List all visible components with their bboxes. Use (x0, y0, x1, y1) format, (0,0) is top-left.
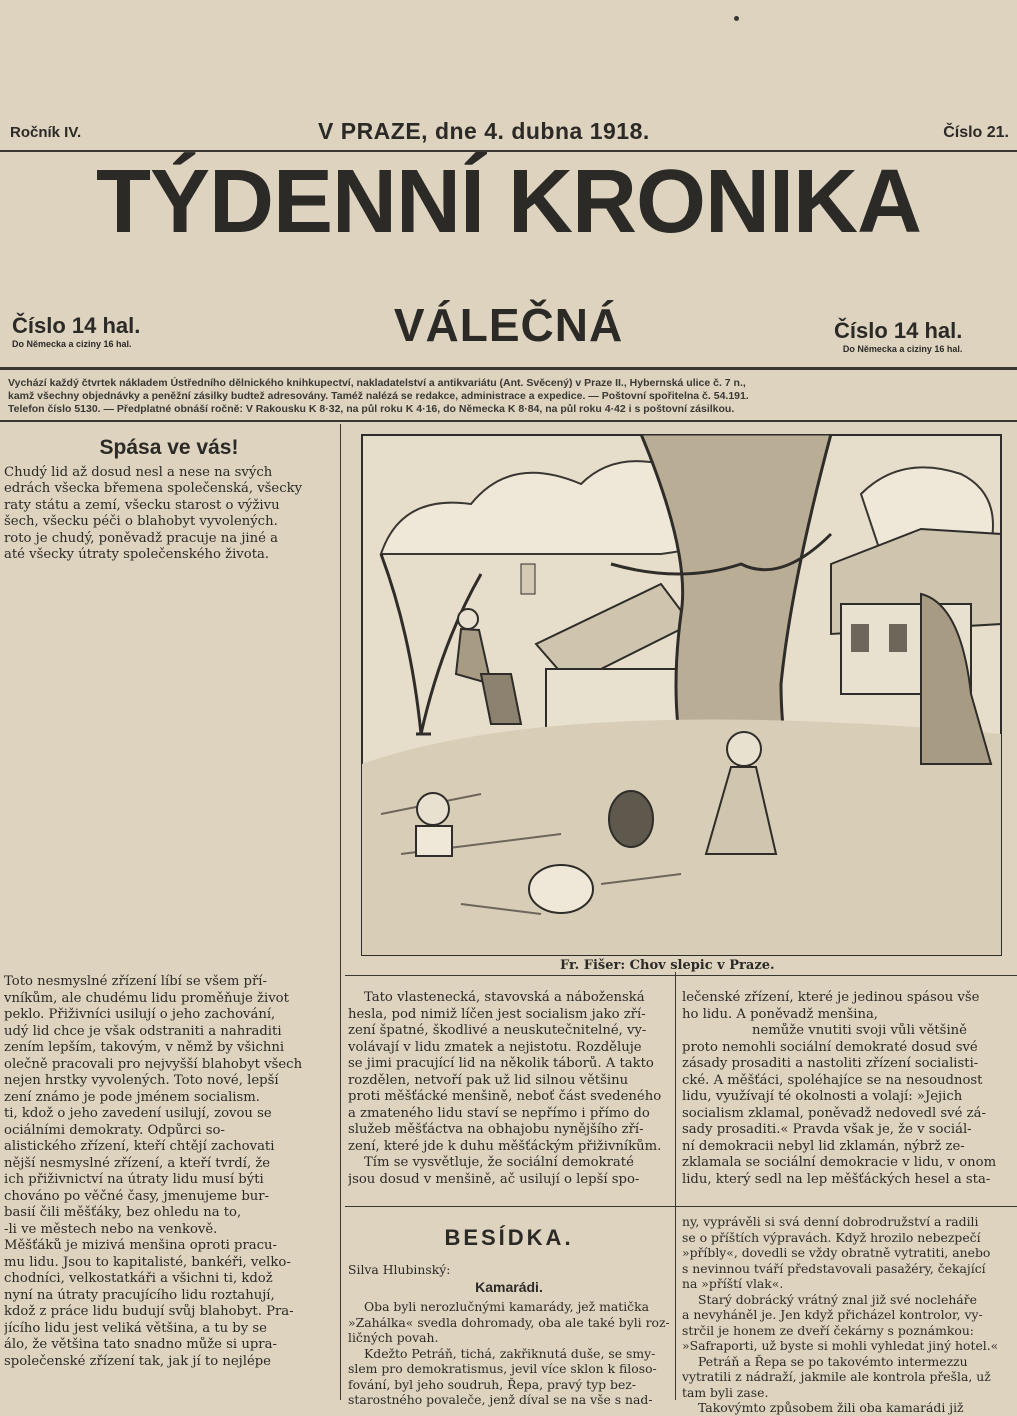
text-line: mu lidu. Jsou to kapitalisté, bankéři, velko- (4, 1254, 291, 1270)
text-line: Tím se vysvětluje, že sociální demokraté (364, 1155, 634, 1170)
article-middle (348, 990, 670, 1188)
ink-speck (734, 16, 739, 21)
text-line: volávají v lidu zmatek a nejistotu. Rozděluje (348, 1039, 642, 1055)
text-line: proto nemohli sociální demokraté dosud své (682, 1039, 978, 1055)
text-line: peklo. Přiživníci usilují o jeho zachování, (4, 1007, 276, 1022)
text-line: Měšťáků je mizivá menšina oproti pracu- (4, 1238, 278, 1253)
price-right (834, 318, 962, 354)
text-line: nejen hrstky vyvolených. Toto nové, lepší (4, 1073, 279, 1088)
text-line: s nevinnou tváří představovali pasažéry, čekající (682, 1260, 986, 1276)
text-line: »Safraporti, už byste si mohli vyhledat jiný hotel.« (682, 1338, 999, 1353)
text-line: nyní na útraty pracujícího lidu roztahují, (4, 1287, 275, 1303)
text-line: »Zahálka« svedla dohromady, oba ale také byli roz- (348, 1314, 670, 1330)
date-line: V PRAZE, dne 4. dubna 1918. (318, 118, 650, 144)
text-line: rozdělen, netvoří pak už lid silnou většinu (348, 1072, 629, 1088)
text-line: socialism zklamal, poněvadž nedovedl své zá- (682, 1105, 986, 1121)
text-line: ní demokracii nebyl lid zklamán, nýbrž ze- (682, 1138, 965, 1154)
masthead-subtitle: VÁLEČNÁ (393, 299, 624, 351)
text-line: roto je chudý, poněvadž pracuje na jiné a (4, 530, 279, 546)
illustration (361, 434, 1002, 956)
masthead-title: TÝDENNÍ KRONIKA (95, 152, 921, 252)
text-line: nější nesmyslné zřízení, a kteří tvrdí, že (4, 1155, 271, 1171)
article-right (682, 990, 1017, 1188)
text-line: nemůže vnutiti svoji vůli většině (752, 1023, 967, 1038)
text-line: tam byli zase. (682, 1384, 769, 1400)
header-line (0, 118, 1017, 150)
text-line: Starý dobrácký vrátný znal již své nocleháře (698, 1291, 977, 1307)
text-line: zením lepším, takovým, v němž by všichni (4, 1040, 285, 1055)
article-left-body (4, 974, 334, 1370)
text-line: até všecky útraty společenského života. (4, 547, 270, 562)
text-line: Tato vlastenecká, stavovská a náboženská (364, 990, 645, 1005)
text-line: jícího lidu jest veliká většina, a tu by se (4, 1320, 267, 1336)
info-line: Vychází každý čtvrtek nákladem Ústředního dělnického knihkupectví, nakladatelství a antikvariátu (Ant. Svěcený) v Praze II., Hybernská ulice č. 7 n., (8, 377, 746, 389)
text-line: se jimi pracující lid na několik táborů. A takto (348, 1056, 654, 1071)
text-line: ociálními demokraty. Odpůrci so- (4, 1122, 225, 1138)
text-line: služeb měšťáctva na obhajobu nynějšího zří- (348, 1122, 644, 1137)
text-line: jsou dosud v menšině, ač usilují o lepší spo- (348, 1171, 640, 1187)
text-line: udý lid chce je však odstraniti a nahraditi (4, 1023, 282, 1039)
text-line: alistického zřízení, kteří chtějí zachovati (4, 1139, 275, 1154)
text-line: proti měšťácké menšině, neboť část svedeného (348, 1089, 662, 1104)
text-line: edrách všecka břemena společenská, všecky (4, 481, 303, 496)
price-right-note: Do Německa a ciziny 16 hal. (842, 344, 963, 354)
besidka-right-column (682, 1214, 1017, 1416)
info-line: Telefon číslo 5130. — Předplatné obnáší ročně: V Rakousku K 8·32, na půl roku K 4·16, do Německa K 8·84, na půl roku 4·42 i s poštovní zásilkou. (8, 403, 735, 415)
text-line: ny, vyprávěli si svá denní dobrodružství a radili (682, 1214, 979, 1229)
text-line: a nevyháněl je. Jen když přicházel kontrolor, vy- (682, 1307, 983, 1322)
text-line: cké. A měšťáci, spoléhajíce se na nesoudnost (682, 1072, 983, 1088)
text-line: na »příští vlak«. (682, 1276, 784, 1291)
volume-label: Ročník IV. (10, 124, 82, 141)
price-right-label: Číslo 14 hal. (834, 318, 963, 343)
text-line: Petráň a Řepa se po takovémto intermezzu (698, 1353, 968, 1369)
besidka-author: Silva Hlubinský: (348, 1262, 451, 1277)
text-line: chodníci, velkostatkáři a všichni ti, kdož (4, 1271, 273, 1286)
text-line: starostného povaleče, jenž díval se na vše s nad- (348, 1392, 653, 1407)
text-line: zení špatné, škodlivé a neuskutečnitelné, vy- (348, 1023, 647, 1038)
besidka-title: Kamarádi. (475, 1278, 543, 1295)
text-line: olečně pracovali pro nejvyšší blahobyt všech (4, 1056, 303, 1072)
text-line: lečenské zřízení, které je jedinou spásou vše (682, 990, 980, 1005)
text-line: strčil je honem ze dveří čekárny s poznámkou: (682, 1322, 974, 1338)
illustration-caption: Fr. Fišer: Chov slepic v Praze. (560, 958, 775, 973)
text-line: zásady prosaditi a nastoliti zřízení socialisti- (682, 1056, 979, 1071)
text-line: hesla, pod nimiž líčen jest socialism jako zří- (348, 1006, 646, 1022)
price-left-label: Číslo 14 hal. (12, 313, 141, 338)
text-line: fování, byl jeho soudruh, Řepa, pravý typ bez- (348, 1376, 636, 1392)
text-line: zení známo je pode jménem socialism. (4, 1089, 260, 1105)
text-line: a zmateného lidu staví se nepřímo i přímo do (348, 1105, 650, 1121)
text-line: »příbly«, dovedli se vždy obratně vytratiti, anebo (682, 1245, 991, 1260)
info-line: kamž všechny objednávky a peněžní zásilky budtež adresovány. Taméž nalézá se redakce, administrace a expedice. — Poštovní spořitelna č. 54.191. (8, 390, 749, 402)
text-line: společenské zřízení tak, jak jí to nejlépe (4, 1353, 271, 1369)
text-line: Toto nesmyslné zřízení líbí se všem pří- (4, 974, 267, 989)
text-line: ho lidu. A poněvadž menšina, (682, 1006, 879, 1022)
text-line: -li ve městech nebo na venkově. (4, 1221, 218, 1237)
text-line: basií čili měšťáky, bez ohledu na to, (4, 1205, 242, 1220)
besidka-heading: BESÍDKA. (444, 1225, 574, 1250)
text-line: se o příštích výpravách. Když hrozilo nebezpečí (682, 1229, 981, 1245)
masthead-rule (0, 367, 1017, 370)
text-line: slem pro demokratismus, jevil více sklon k filoso- (348, 1361, 657, 1376)
column-rule-mid (675, 972, 676, 1400)
text-line: ti, kdož o jeho zavedení usilují, zovou se (4, 1106, 272, 1121)
issue-number: Číslo 21. (943, 124, 1009, 141)
text-line: raty státu a zemí, všecku starost o výživu (4, 497, 280, 513)
text-line: kdož z práce lidu budují svůj blahobyt. Pra- (4, 1304, 294, 1319)
caption-rule (345, 975, 1017, 976)
article-left-title: Spása ve vás! (99, 436, 239, 459)
text-line: ličných povah. (348, 1330, 439, 1345)
besidka-column (348, 1262, 670, 1408)
text-line: vníkům, ale chudému lidu proměňuje život (4, 990, 289, 1006)
text-line: zení, které jde k duhu měšťáckým přiživníkům. (348, 1138, 662, 1154)
illustration-drawing (361, 434, 1002, 956)
column-rule-left (340, 424, 341, 1400)
text-line: Takovýmto způsobem žili oba kamarádi již (698, 1400, 964, 1415)
text-line: Kdežto Petráň, tichá, zakřiknutá duše, se smy- (364, 1345, 656, 1361)
text-line: lidu, využívají té okolnosti a volají: »Jejich (682, 1089, 963, 1104)
section-rule (345, 1206, 1017, 1207)
text-line: álo, že většina tato snadno může si upra- (4, 1337, 277, 1352)
text-line: ich přiživnictví na útraty lidu musí býti (4, 1172, 264, 1187)
text-line: Oba byli nerozlučnými kamarády, jež matička (364, 1299, 650, 1314)
text-line: Chudý lid až dosud nesl a nese na svých (4, 464, 273, 480)
text-line: sady prosaditi.« Pravda však je, že v sociál- (682, 1122, 972, 1137)
text-line: lidu, který sedl na lep měšťáckých hesel a sta- (682, 1171, 991, 1187)
publisher-info (8, 377, 1013, 416)
text-line: zklamala se sociální demokracie v lidu, v onom (682, 1155, 997, 1170)
article-left-top (4, 436, 334, 564)
text-line: chováno po věčné časy, jmenujeme bur- (4, 1188, 270, 1204)
text-line: šech, všecku péči o blahobyt vyvolených. (4, 514, 278, 529)
price-left-note: Do Německa a ciziny 16 hal. (12, 339, 132, 349)
text-line: vytratili z nádraží, jakmile ale kontrola přešla, už (682, 1369, 991, 1384)
info-rule (0, 420, 1017, 422)
